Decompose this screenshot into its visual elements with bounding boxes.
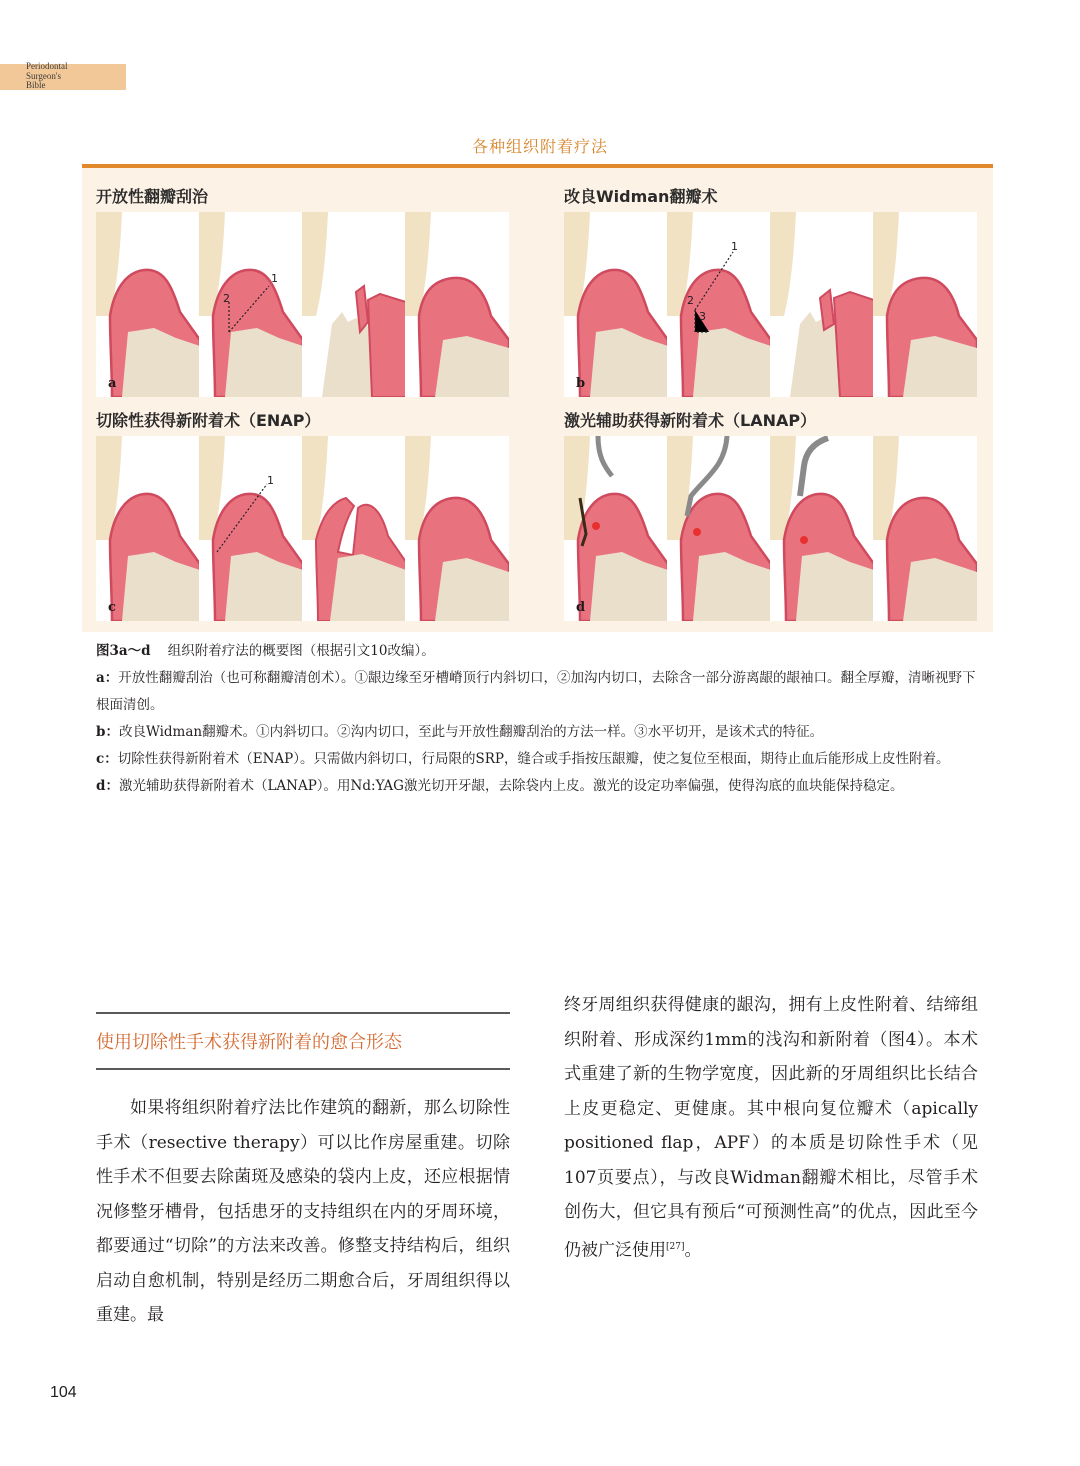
incision-label-3: 3 <box>699 310 706 323</box>
caption-item-label: a： <box>96 670 119 686</box>
tooth-panel-b1 <box>564 212 668 397</box>
figure-title: 各种组织附着疗法 <box>471 137 608 156</box>
caption-item-text: 改良Widman翻瓣术。①内斜切口。②沟内切口，至此与开放性翻瓣刮治的方法一样。③水平切开，是该术式的特征。 <box>118 724 824 740</box>
tooth-panel-c2 <box>199 436 303 621</box>
tooth-panel-d4 <box>873 436 977 621</box>
caption-item-b <box>96 719 980 746</box>
running-header-line: Surgeon's <box>26 70 61 81</box>
caption-item-label: d： <box>96 778 119 794</box>
tooth-panel-c1 <box>96 436 200 621</box>
figure-group-c <box>96 408 512 622</box>
section-heading-box <box>96 1012 510 1070</box>
incision-label-2: 2 <box>687 294 694 307</box>
caption-item-c <box>96 746 980 773</box>
caption-item-text: 激光辅助获得新附着术（LANAP）。用Nd:YAG激光切开牙龈，去除袋内上皮。激光的设定功率偏强，使得沟底的血块能保持稳定。 <box>118 778 904 794</box>
tooth-panel-d1 <box>564 436 668 621</box>
panel-letter: b <box>576 376 586 391</box>
tooth-panel-d2 <box>667 436 771 621</box>
section-heading: 使用切除性手术获得新附着的愈合形态 <box>96 1032 402 1053</box>
tooth-panel-c4 <box>405 436 509 621</box>
tooth-panel-a3 <box>302 212 406 397</box>
page-number: 104 <box>50 1384 77 1401</box>
body-paragraph: 如果将组织附着疗法比作建筑的翻新，那么切除性手术（resective therapy）可以比作房屋重建。切除性手术不但要去除菌斑及感染的袋内上皮，还应根据情况修整牙槽骨，包括患牙的支持组织在内的牙周环境，都要通过“切除”的方法来改善。修整支持结构后，组织启动自愈机制，特别是经历二期愈合后，牙周组织得以重建。最 <box>96 1098 510 1325</box>
tooth-panel-a1 <box>96 212 200 397</box>
group-title: 切除性获得新附着术（ENAP） <box>96 411 321 430</box>
caption-item-a <box>96 665 980 719</box>
figure-group-d <box>564 408 980 622</box>
tooth-panel-d3 <box>770 436 874 621</box>
panel-letter: a <box>108 376 117 391</box>
figure-panel <box>82 168 993 632</box>
caption-item-label: c： <box>96 751 118 767</box>
tooth-panel-b4 <box>873 212 977 397</box>
figure-group-a <box>96 184 512 398</box>
figure-caption <box>96 638 980 800</box>
tooth-panel-c3 <box>302 436 406 621</box>
tooth-panel-a4 <box>405 212 509 397</box>
incision-label-2: 2 <box>223 292 230 305</box>
caption-item-text: 开放性翻瓣刮治（也可称翻瓣清创术）。①龈边缘至牙槽嵴顶行内斜切口，②加沟内切口，去除含一部分游离龈的龈袖口。翻全厚瓣，清晰视野下根面清创。 <box>96 670 976 713</box>
body-paragraph <box>564 988 978 1268</box>
figure-group-b <box>564 184 980 398</box>
running-header-line: Periodontal <box>26 61 68 71</box>
caption-heading <box>96 638 980 665</box>
reference-marker: [27] <box>666 1241 685 1252</box>
running-header-line: Bible <box>26 80 46 90</box>
caption-item-text: 切除性获得新附着术（ENAP）。只需做内斜切口，行局限的SRP，缝合或手指按压龈瓣，使之复位至根面，期待止血后能形成上皮性附着。 <box>117 751 950 767</box>
tooth-panel-b2 <box>667 212 771 397</box>
incision-label-1: 1 <box>731 240 738 253</box>
tooth-panel-a2 <box>199 212 303 397</box>
caption-title: 组织附着疗法的概要图（根据引文10改编）。 <box>167 643 435 659</box>
body-text: 终牙周组织获得健康的龈沟，拥有上皮性附着、结缔组织附着、形成深约1mm的浅沟和新附着（图4）。本术式重建了新的生物学宽度，因此新的牙周组织比长结合上皮更稳定、更健康。其中根向复位瓣术（apically positioned flap，APF）的本质是切除性手术（见107页要点），与改良Widman翻瓣术相比，尽管手术创伤大，但它具有预后“可预测性高”的优点，因此至今仍被广泛使用 <box>564 995 978 1261</box>
incision-label-1: 1 <box>271 272 278 285</box>
panel-letter: d <box>576 600 586 615</box>
group-title: 激光辅助获得新附着术（LANAP） <box>564 411 817 430</box>
incision-label-1: 1 <box>267 474 274 487</box>
body-text-end: 。 <box>684 1240 702 1261</box>
caption-label: 图3a～d <box>96 643 151 659</box>
running-header-text <box>26 62 126 91</box>
panel-letter: c <box>108 600 116 615</box>
body-column-right <box>564 988 978 1268</box>
group-title: 开放性翻瓣刮治 <box>96 187 209 206</box>
tooth-panel-b3 <box>770 212 874 397</box>
caption-item-d <box>96 773 980 800</box>
group-title: 改良Widman翻瓣术 <box>564 187 718 206</box>
body-column-left <box>96 1091 510 1333</box>
caption-item-label: b： <box>96 724 119 740</box>
